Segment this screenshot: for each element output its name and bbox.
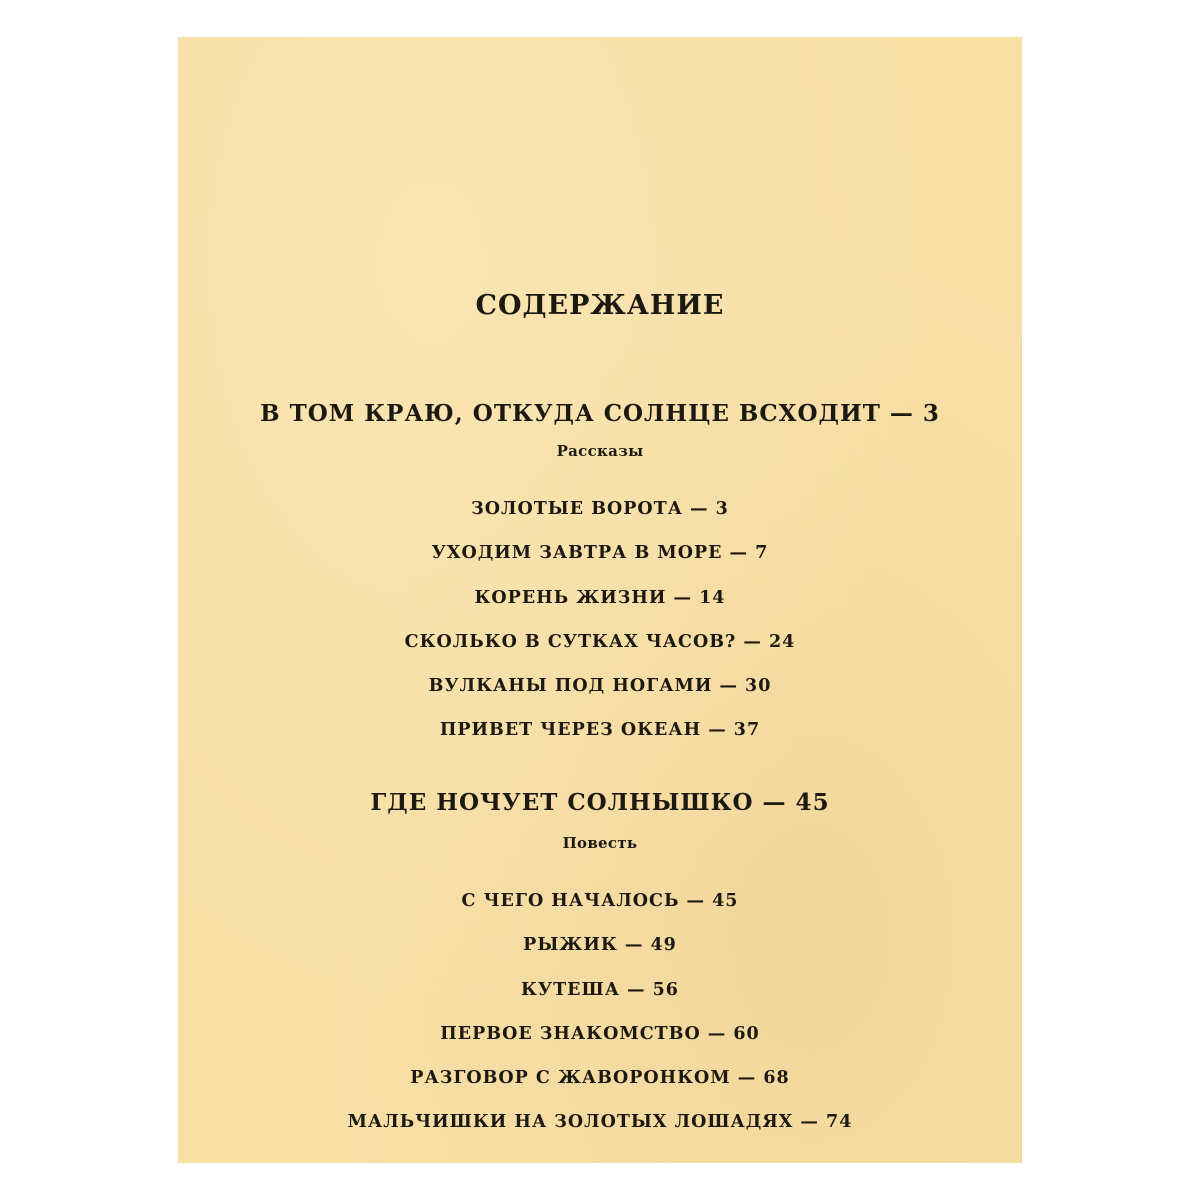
- toc-entry: МАЛЬЧИШКИ НА ЗОЛОТЫХ ЛОШАДЯХ — 74: [347, 1112, 853, 1132]
- toc-entry: ВУЛКАНЫ ПОД НОГАМИ — 30: [428, 676, 772, 696]
- part-title: ГДЕ НОЧУЕТ СОЛНЫШКО — 45: [370, 789, 830, 816]
- toc-entry: СКОЛЬКО В СУТКАХ ЧАСОВ? — 24: [404, 632, 796, 652]
- toc-entry: КУТЕША — 56: [521, 980, 679, 1000]
- toc-entry: РЫЖИК — 49: [523, 935, 677, 955]
- toc-entry: КОРЕНЬ ЖИЗНИ — 14: [474, 588, 726, 608]
- toc-entry: ЗОЛОТЫЕ ВОРОТА — 3: [471, 499, 729, 519]
- part-subtitle: Повесть: [562, 834, 638, 852]
- toc-entry: ПЕРВОЕ ЗНАКОМСТВО — 60: [440, 1024, 760, 1044]
- page-title: СОДЕРЖАНИЕ: [475, 290, 725, 321]
- part-title: В ТОМ КРАЮ, ОТКУДА СОЛНЦЕ ВСХОДИТ — 3: [260, 400, 940, 427]
- toc-entry: УХОДИМ ЗАВТРА В МОРЕ — 7: [431, 543, 769, 563]
- part-subtitle: Рассказы: [556, 442, 644, 460]
- toc-entry: С ЧЕГО НАЧАЛОСЬ — 45: [461, 891, 739, 911]
- toc-entry: РАЗГОВОР С ЖАВОРОНКОМ — 68: [410, 1068, 790, 1088]
- toc-entry: ПРИВЕТ ЧЕРЕЗ ОКЕАН — 37: [439, 720, 761, 740]
- book-page: [178, 37, 1022, 1163]
